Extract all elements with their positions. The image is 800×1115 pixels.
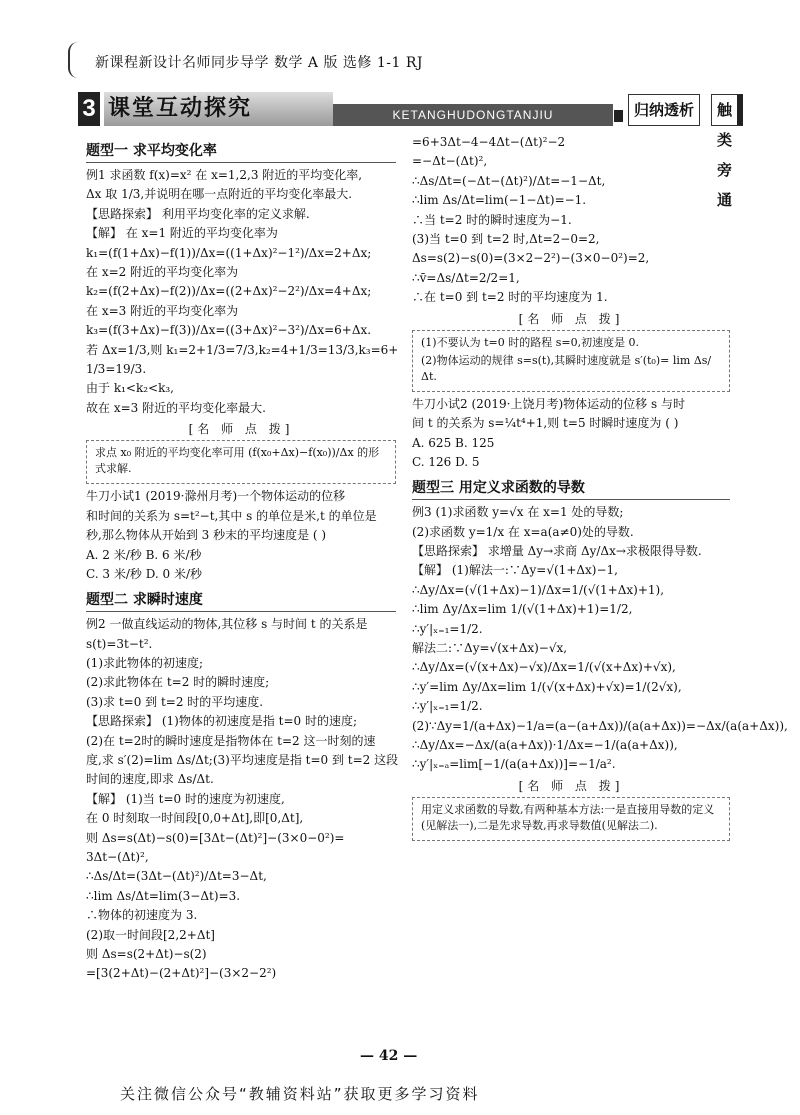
text-line: (2)取一时间段[2,2+Δt] (86, 927, 215, 942)
text-line: (1)求此物体的初速度; (86, 656, 204, 671)
tip-title: [名 师 点 拨] (518, 778, 624, 793)
formula-line: 若 Δx=1/3,则 k₁=2+1/3=7/3,k₂=4+1/3=13/3,k₃=6+ (86, 342, 399, 357)
text-line: (2)求此物体在 t=2 时的瞬时速度; (86, 675, 270, 690)
idea-line: 【思路探索】 (1)物体的初速度是指 t=0 时的速度; (86, 714, 357, 729)
left-column (86, 134, 399, 985)
text-line: 在 x=3 附近的平均变化率为 (86, 303, 239, 318)
text-line: 由于 k₁<k₂<k₃, (86, 381, 174, 396)
text-line: 秒,那么物体从开始到 3 秒末的平均速度是 ( ) (86, 528, 327, 543)
choice-line: A. 625 B. 125 (412, 435, 495, 450)
example-2: 例2 一做直线运动的物体,其位移 s 与时间 t 的关系是 (86, 617, 368, 632)
formula-line: 则 Δs=s(Δt)−s(0)=[3Δt−(Δt)²]−(3×0−0²)= (86, 830, 345, 845)
formula-line: ∴Δs/Δt=(−Δt−(Δt)²)/Δt=−1−Δt, (412, 173, 606, 188)
right-column (412, 134, 788, 845)
text-line: 时间的速度,即求 Δs/Δt. (86, 772, 214, 787)
header-bracket (68, 42, 82, 78)
tip-text: (2)物体运动的规律 s=s(t),其瞬时速度就是 s′(t₀)= lim Δs/Δt. (421, 353, 712, 383)
running-header: 新课程新设计名师同步导学 数学 A 版 选修 1-1 RJ (95, 55, 424, 71)
quiz-1: 牛刀小试1 (2019·滁州月考)一个物体运动的位移 (86, 489, 346, 504)
example-1: 例1 求函数 f(x)=x² 在 x=1,2,3 附近的平均变化率, (86, 168, 363, 182)
footer-note: 关注微信公众号“教辅资料站”获取更多学习资料 (120, 1085, 480, 1103)
heading-type-1: 题型一 求平均变化率 (86, 140, 396, 163)
formula-line: ∴lim Δs/Δt=lim(−1−Δt)=−1. (412, 193, 587, 208)
text-line: 【解】 在 x=1 附近的平均变化率为 (86, 226, 278, 241)
section-pinyin: KETANGHUDONGTANJIU (333, 104, 613, 126)
formula-line: =[3(2+Δt)−(2+Δt)²]−(3×2−2²) (86, 966, 277, 981)
text-line: 度,求 s′(2)=lim Δs/Δt;(3)平均速度是指 t=0 到 t=2 这段 (86, 753, 399, 768)
text-line: 间 t 的关系为 s=¼t⁴+1,则 t=5 时瞬时速度为 ( ) (412, 416, 679, 431)
text-line: Δx 取 1/3,并说明在哪一点附近的平均变化率最大. (86, 187, 353, 202)
text-line: (3)当 t=0 到 t=2 时,Δt=2−0=2, (412, 231, 600, 246)
formula-line: 1/3=19/3. (86, 361, 147, 376)
section-title: 课堂互动探究 (104, 92, 333, 126)
formula-line: k₃=(f(3+Δx)−f(3))/Δx=((3+Δx)²−3²)/Δx=6+Δx. (86, 323, 372, 338)
formula-line: ∴v̄=Δs/Δt=2/2=1, (412, 270, 520, 285)
formula-line: ∴Δy/Δx=(√(1+Δx)−1)/Δx=1/(√(1+Δx)+1), (412, 582, 665, 597)
formula-line: k₂=(f(2+Δx)−f(2))/Δx=((2+Δx)²−2²)/Δx=4+Δx; (86, 284, 372, 299)
choice-line: C. 3 米/秒 D. 0 米/秒 (86, 566, 203, 581)
text-line: 和时间的关系为 s=t²−t,其中 s 的单位是米,t 的单位是 (86, 508, 377, 523)
page-number: — 42 — (360, 1048, 418, 1064)
formula-line: 则 Δs=s(2+Δt)−s(2) (86, 946, 207, 961)
example-3: 例3 (1)求函数 y=√x 在 x=1 处的导数; (412, 505, 624, 520)
text-line: ∴当 t=2 时的瞬时速度为−1. (412, 212, 572, 227)
formula-line: ∴lim Δy/Δx=lim 1/(√(1+Δx)+1)=1/2, (412, 602, 633, 617)
text-line: (2)求函数 y=1/x 在 x=a(a≠0)处的导数. (412, 524, 634, 539)
formula-line: ∴y′=lim Δy/Δx=lim 1/(√(x+Δx)+√x)=1/(2√x), (412, 679, 682, 694)
formula-line: 3Δt−(Δt)², (86, 849, 149, 864)
heading-type-2: 题型二 求瞬时速度 (86, 589, 396, 612)
text-line: 故在 x=3 附近的平均变化率最大. (86, 400, 266, 415)
formula-line: ∴y′|ₓ₌ₐ=lim[−1/(a(a+Δx))]=−1/a². (412, 757, 616, 772)
quiz-2: 牛刀小试2 (2019·上饶月考)物体运动的位移 s 与时 (412, 396, 685, 411)
text-line: 在 x=2 附近的平均变化率为 (86, 264, 239, 279)
text-line: (3)求 t=0 到 t=2 时的平均速度. (86, 694, 264, 709)
text-line: 【解】 (1)当 t=0 时的速度为初速度, (86, 791, 285, 806)
formula-line: Δs=s(2)−s(0)=(3×2−2²)−(3×0−0²)=2, (412, 251, 650, 266)
text-line: (2)在 t=2时的瞬时速度是指物体在 t=2 这一时刻的速 (86, 733, 376, 748)
banner-square-icon (614, 110, 623, 122)
idea-line: 【思路探索】 求增量 Δy→求商 Δy/Δx→求极限得导数. (412, 544, 702, 559)
tip-box (412, 797, 730, 841)
banner-tag-chuleipangtong: 触类旁通 (711, 94, 743, 126)
formula-line: ∴y′|ₓ₌₁=1/2. (412, 699, 483, 714)
tip-box (86, 440, 396, 484)
formula-line: ∴Δy/Δx=(√(x+Δx)−√x)/Δx=1/(√(x+Δx)+√x), (412, 660, 676, 675)
choice-line: A. 2 米/秒 B. 6 米/秒 (86, 547, 202, 562)
formula-line: ∴Δy/Δx=−Δx/(a(a+Δx))·1/Δx=−1/(a(a+Δx)), (412, 737, 678, 752)
formula-line: =−Δt−(Δt)², (412, 154, 488, 169)
tip-title: [名 师 点 拨] (518, 311, 624, 326)
formula-line: k₁=(f(1+Δx)−f(1))/Δx=((1+Δx)²−1²)/Δx=2+Δx; (86, 245, 372, 260)
formula-line: =6+3Δt−4−4Δt−(Δt)²−2 (412, 135, 566, 149)
section-number: 3 (78, 92, 100, 126)
text-line: 【解】 (1)解法一:∵Δy=√(1+Δx)−1, (412, 563, 618, 578)
formula-line: (2)∵Δy=1/(a+Δx)−1/a=(a−(a+Δx))/(a(a+Δx))=−Δx/(a(a+Δx)), (412, 718, 788, 733)
choice-line: C. 126 D. 5 (412, 454, 480, 469)
text-line: 在 0 时刻取一时间段[0,0+Δt],即[0,Δt], (86, 811, 304, 826)
heading-type-3: 题型三 用定义求函数的导数 (412, 477, 730, 500)
tip-text: (1)不要认为 t=0 时的路程 s=0,初速度是 0. (421, 335, 640, 349)
tip-box (412, 330, 730, 392)
text-line: s(t)=3t−t². (86, 636, 153, 651)
text-line: ∴在 t=0 到 t=2 时的平均速度为 1. (412, 290, 608, 305)
formula-line: ∴Δs/Δt=(3Δt−(Δt)²)/Δt=3−Δt, (86, 869, 267, 884)
tip-text: 用定义求函数的导数,有两种基本方法:一是直接用导数的定义(见解法一),二是先求导数,再求导数值(见解法二). (421, 803, 715, 833)
formula-line: ∴y′|ₓ₌₁=1/2. (412, 621, 483, 636)
formula-line: ∴lim Δs/Δt=lim(3−Δt)=3. (86, 888, 241, 903)
tip-text: 求点 x₀ 附近的平均变化率可用 (f(x₀+Δx)−f(x₀))/Δx 的形式求解. (95, 446, 380, 476)
tip-title: [名 师 点 拨] (188, 422, 294, 437)
banner-tag-guinatouxi: 归纳透析 (628, 94, 700, 126)
idea-line: 【思路探索】 利用平均变化率的定义求解. (86, 206, 310, 221)
text-line: 解法二:∵Δy=√(x+Δx)−√x, (412, 641, 568, 656)
text-line: ∴物体的初速度为 3. (86, 908, 198, 923)
